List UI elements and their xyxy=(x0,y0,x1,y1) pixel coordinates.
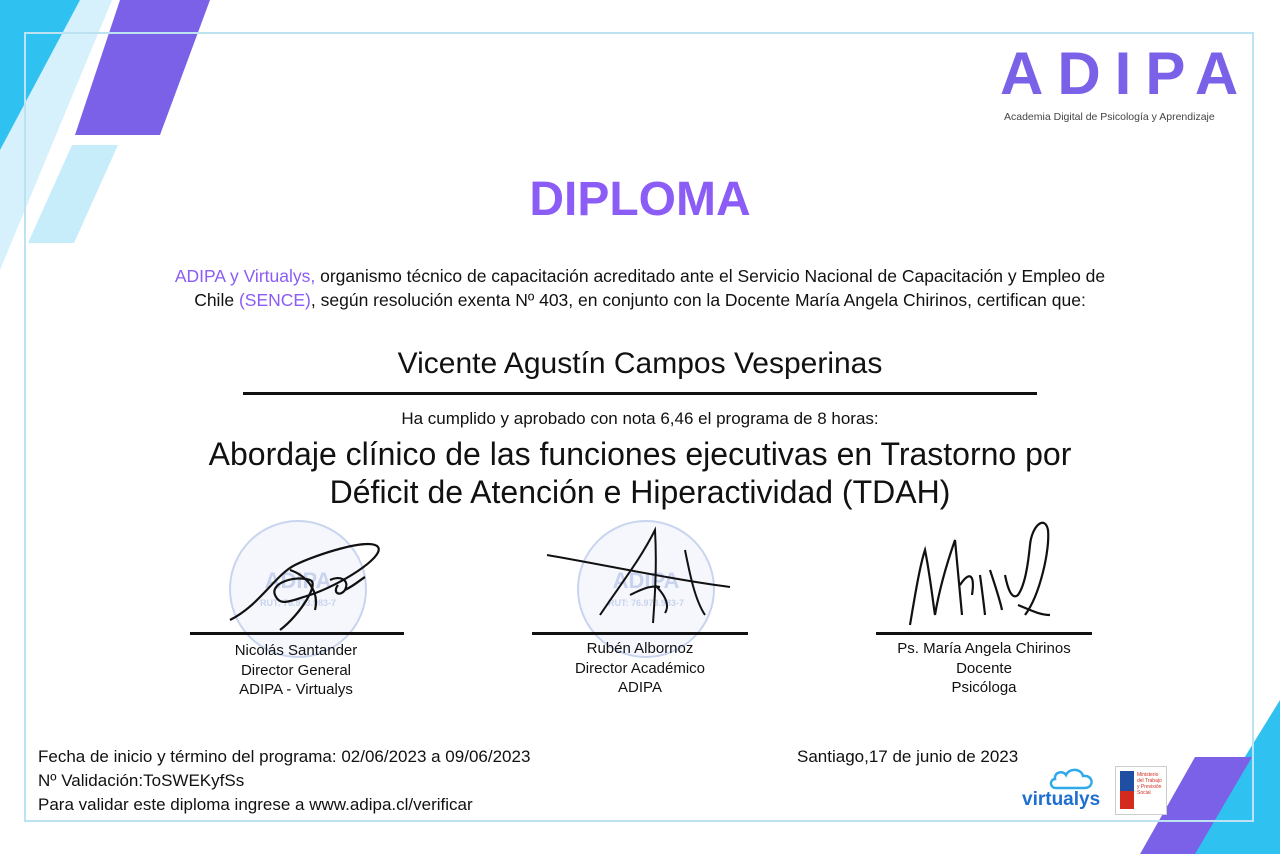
adipa-seal: ADIPA RUT: 76.973.983-7 xyxy=(229,520,367,658)
diploma-title: DIPLOMA xyxy=(529,173,751,226)
recipient-underline xyxy=(243,392,1037,395)
signatory-org: Psicóloga xyxy=(951,679,1017,696)
issue-place: Santiago, xyxy=(797,747,869,766)
course-line2: Déficit de Atención e Hiperactividad (TDAH) xyxy=(329,474,951,510)
intro-line2: , según resolución exenta Nº 403, en conjunto con la Docente María Angela Chirinos, certifican que: xyxy=(310,290,1086,310)
grade-value: 6,46 xyxy=(660,409,694,428)
issue-date: 17 de junio de 2023 xyxy=(868,747,1019,766)
signatory-org: ADIPA - Virtualys xyxy=(239,681,353,698)
signatory-role: Director General xyxy=(240,661,352,679)
signatory-block xyxy=(864,639,1104,698)
intro-paragraph xyxy=(100,264,1180,312)
virtualys-logo: virtualys xyxy=(1022,789,1101,810)
signatory-name: Rubén Albornoz xyxy=(586,640,694,657)
verify-link[interactable]: www.adipa.cl/verificar xyxy=(309,795,473,814)
grade-line xyxy=(0,409,1280,429)
signatory-role: Director Académico xyxy=(574,659,706,677)
signatory-block xyxy=(530,639,750,698)
course-line1: Abordaje clínico de las funciones ejecutivas en Trastorno por xyxy=(208,436,1072,472)
signatory-name: Nicolás Santander xyxy=(234,642,358,659)
adipa-logo: ADIPA xyxy=(1000,40,1253,107)
verify-line: Para validar este diploma ingrese a www.adipa.cl/verificar xyxy=(38,795,473,814)
cloud-icon xyxy=(1048,766,1096,790)
signature-line xyxy=(876,632,1092,635)
signature-chirinos xyxy=(900,515,1060,630)
footer-info xyxy=(38,745,658,817)
grade-suffix: el programa de 8 horas: xyxy=(698,409,879,428)
course-title xyxy=(140,435,1140,511)
signature-line xyxy=(190,632,404,635)
gov-text: Ministerio del Trabajo y Previsión Social xyxy=(1137,772,1162,796)
intro-sence: (SENCE) xyxy=(238,290,311,310)
signature-albornoz xyxy=(545,525,740,625)
logo-subtitle: Academia Digital de Psicología y Aprendizaje xyxy=(1004,111,1215,123)
intro-line1: organismo técnico de capacitación acreditado ante el Servicio Nacional de Capacitación y Empleo de xyxy=(315,266,1106,286)
signature-santander xyxy=(220,535,390,635)
signatory-name: Ps. María Angela Chirinos xyxy=(897,640,1071,657)
signature-line xyxy=(532,632,748,635)
signatory-org: ADIPA xyxy=(618,679,662,696)
recipient-name: Vicente Agustín Campos Vesperinas xyxy=(397,347,883,380)
validation-code: Nº Validación:ToSWEKyfSs xyxy=(38,771,245,790)
signatory-role: Docente xyxy=(956,659,1012,677)
adipa-seal: ADIPA RUT: 76.973.983-7 xyxy=(577,520,715,658)
intro-line2-start: Chile xyxy=(194,290,239,310)
government-logo xyxy=(1115,766,1167,815)
signatory-block xyxy=(186,641,406,700)
program-dates: Fecha de inicio y término del programa: 02/06/2023 a 09/06/2023 xyxy=(38,747,531,766)
intro-org: ADIPA y Virtualys, xyxy=(174,266,316,286)
grade-prefix: Ha cumplido y aprobado con nota xyxy=(401,409,656,428)
